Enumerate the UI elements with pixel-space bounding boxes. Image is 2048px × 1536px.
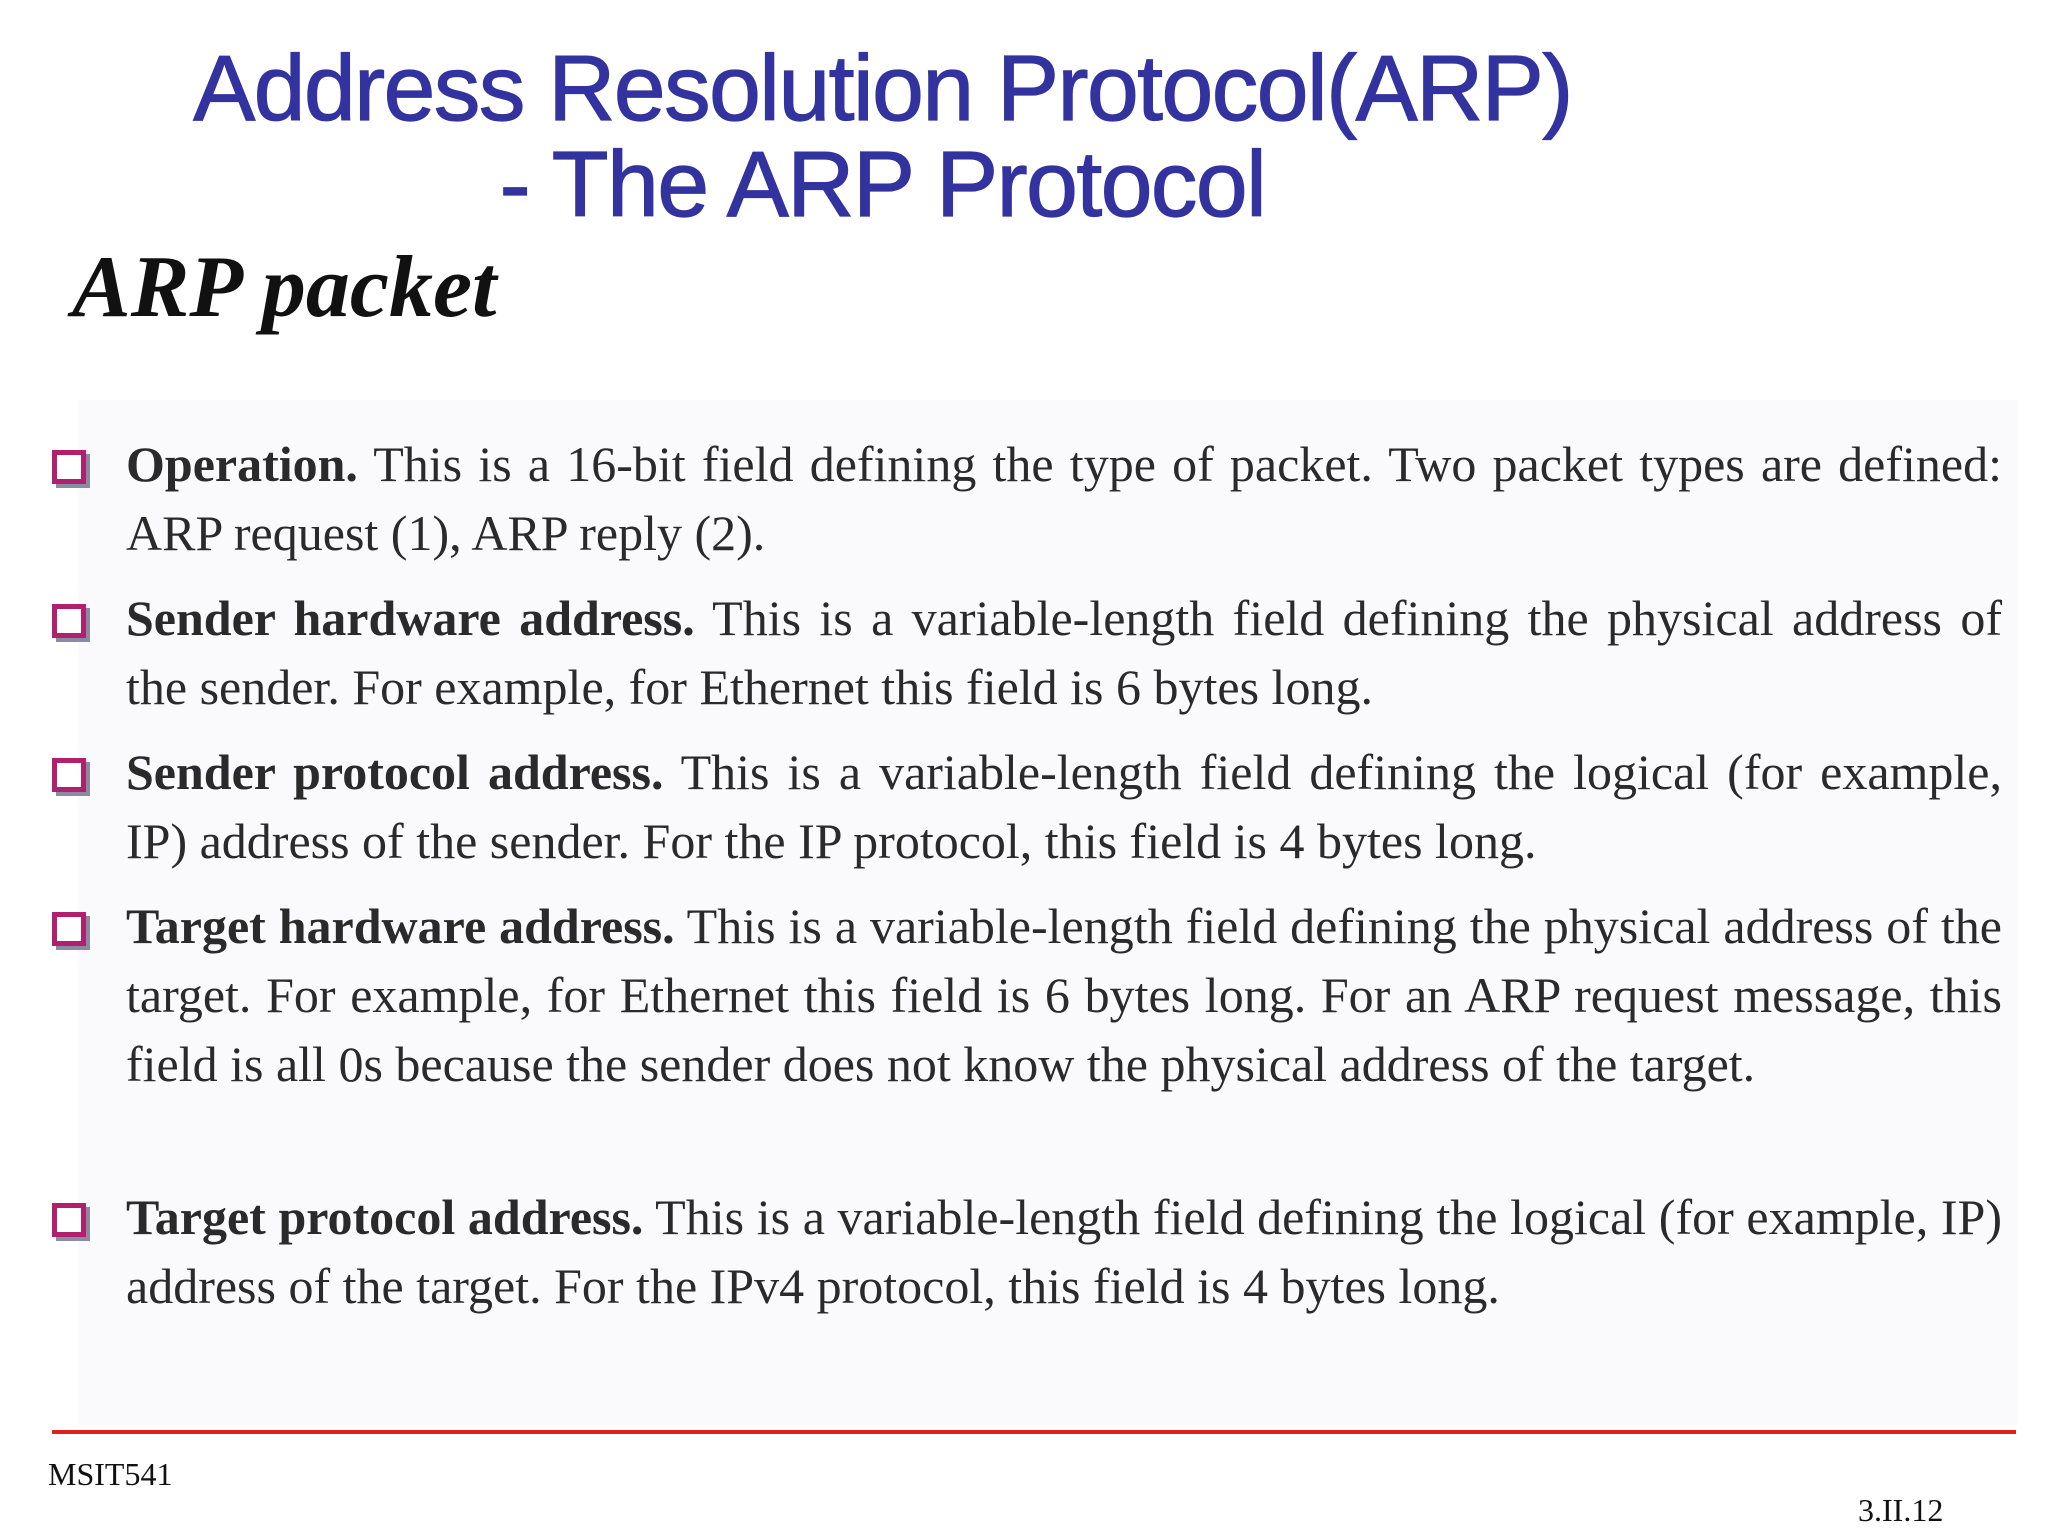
bullet-text xyxy=(126,1183,2002,1321)
bullet-text xyxy=(126,430,2002,568)
checkbox-bullet-icon xyxy=(52,1203,86,1237)
bullet-description: This is a variable-length field defining the logical (for example, IP) address of the sender. For the IP protocol, this field is 4 bytes long. xyxy=(126,744,2003,869)
section-heading: ARP packet xyxy=(72,239,497,336)
checkbox-bullet-icon xyxy=(52,450,86,484)
checkbox-bullet-icon xyxy=(52,758,86,792)
footer-slide-number: 3.II.12 xyxy=(1858,1492,1944,1528)
checkbox-bullet-icon xyxy=(52,912,86,946)
bullet-text xyxy=(126,738,2002,876)
bullet-term: Operation. xyxy=(126,436,358,492)
bullet-description: This is a variable-length field defining the logical (for example, IP) address of the target. For the IPv4 protocol, this field is 4 bytes long. xyxy=(126,1189,2003,1314)
bullet-term: Sender protocol address. xyxy=(126,744,664,800)
bullet-description: This is a variable-length field defining the physical address of the target. For example, for Ethernet this field is 6 bytes long. For an ARP request message, this field is all 0s because the sender does not know the physical address of the target. xyxy=(126,898,2002,1092)
bullet-description: This is a variable-length field defining the physical address of the sender. For example, for Ethernet this field is 6 bytes long. xyxy=(126,590,2002,715)
slide-title-line-1: Address Resolution Protocol(ARP) xyxy=(193,36,1572,140)
bullet-text xyxy=(126,892,2002,1099)
footer-course-code: MSIT541 xyxy=(48,1456,173,1492)
footer-divider xyxy=(52,1430,2016,1434)
bullet-description: This is a 16-bit field defining the type of packet. Two packet types are defined: ARP request (1), ARP reply (2). xyxy=(126,436,2002,561)
checkbox-bullet-icon xyxy=(52,604,86,638)
bullet-text xyxy=(126,584,2002,722)
bullet-term: Sender hardware address. xyxy=(126,590,695,646)
slide-title-line-2: - The ARP Protocol xyxy=(499,132,1266,236)
bullet-term: Target hardware address. xyxy=(126,898,675,954)
bullet-term: Target protocol address. xyxy=(126,1189,644,1245)
